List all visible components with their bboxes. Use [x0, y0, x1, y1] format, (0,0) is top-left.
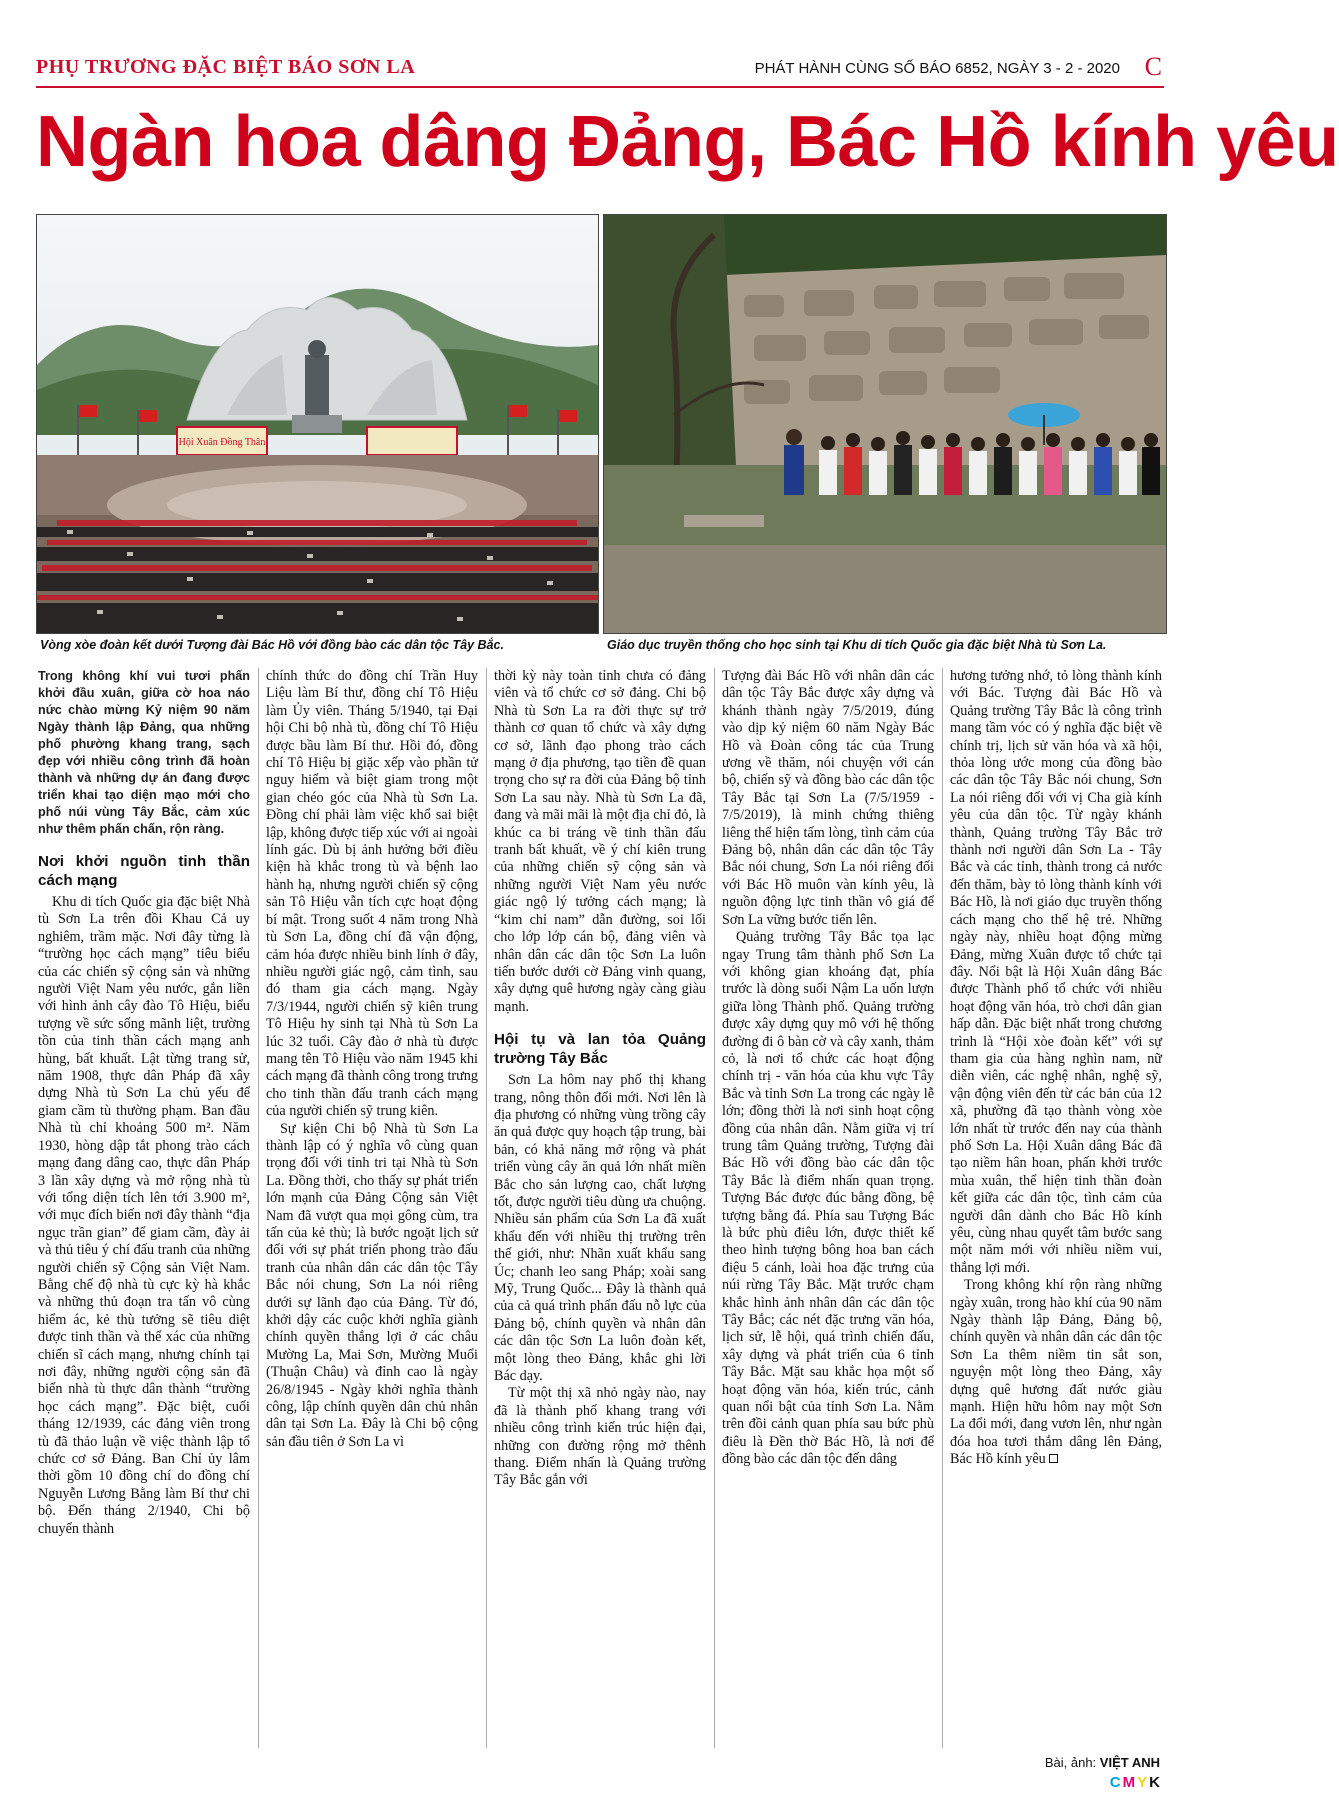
- masthead-rule: [36, 86, 1164, 88]
- article-paragraph: Sự kiện Chi bộ Nhà tù Sơn La thành lập có ý nghĩa vô cùng quan trọng đối với tỉnh tri tại Nhà tù Sơn La. Đồng thời, cho thấy sự phát triển lớn mạnh của Đảng Cộng sản Việt Nam đã vượt qua mọi gông cùm, tra tấn của kẻ thù; là bước ngoặt lịch sử đối với sự phát triển phong trào đấu tranh của nhân dân các dân tộc Tây Bắc nói chung, Sơn La nói riêng dưới sự lãnh đạo của Đảng. Từ đó, khởi dậy các cuộc khởi nghĩa giành chính quyền thắng lợi ở các châu Mường La, Mai Sơn, Mường Muổi (Thuận Châu) và đỉnh cao là ngày 26/8/1945 - Ngày khởi nghĩa thành công, lập chính quyền dân chủ nhân dân tại Sơn La. Đây là Chi bộ cộng sản đầu tiên ở Sơn La vì: [266, 1120, 478, 1450]
- article-closing-text: Trong không khí rộn ràng những ngày xuân, trong hào khí của 90 năm Ngày thành lập Đảng, Đảng bộ, chính quyền và nhân dân các dân tộc Sơn La thêm niềm tin sắt son, nguyện một lòng theo Đảng, xây dựng quê hương đất nước giàu mạnh. Hiện hữu hôm nay một Sơn La đổi mới, đang vươn lên, như ngàn đóa hoa tươi thắm dâng lên Đảng, Bác Hồ kính yêu: [950, 1277, 1162, 1468]
- cmyk-c: C: [1109, 1774, 1123, 1791]
- article-column-4: [722, 668, 934, 1469]
- column-divider: [486, 668, 487, 1748]
- supplement-title: PHỤ TRƯƠNG ĐẶC BIỆT BÁO SƠN LA: [36, 56, 416, 78]
- section-subhead-2: Hội tụ và lan tỏa Quảng trường Tây Bắc: [494, 1031, 706, 1068]
- section-subhead-1: Nơi khởi nguồn tinh thần cách mạng: [38, 853, 250, 889]
- article-paragraph: thời kỳ này toàn tỉnh chưa có đảng viên và tổ chức cơ sở đảng. Chi bộ Nhà tù Sơn La ra đời thực sự trở thành cơ quan tổ chức và xây dựng cơ sở, lãnh đạo phong trào cách mạng ở địa phương, tạo tiền đề quan trọng cho sự ra đời của Đảng bộ tỉnh Sơn La sau này. Nhà tù Sơn La đã, đang và mãi mãi là một địa chỉ đỏ, là khúc ca bi tráng về tinh thần đấu tranh bất khuất, về ý chí kiên trung của những chiến sỹ cộng sản và những người Việt Nam yêu nước giác ngộ lý tưởng cách mạng; là “kim chỉ nam” dẫn đường, soi lối cho lớp lớp cán bộ, đảng viên và nhân dân các dân tộc Sơn La luôn tiến bước dưới cờ Đảng vinh quang, xây dựng quê hương ngày càng giàu mạnh.: [494, 668, 706, 1015]
- article-lead: Trong không khí vui tươi phấn khởi đầu xuân, giữa cờ hoa náo nức chào mừng Kỷ niệm 90 năm Ngày thành lập Đảng, qua những phố phường khang trang, sạch đẹp với nhiều công trình đã hoàn thành và những dự án đang được triển khai tạo diện mạo mới cho phố núi vùng Tây Bắc, cảm xúc như thêm phấn chấn, rộn ràng.: [38, 669, 250, 836]
- cmyk-y: Y: [1137, 1774, 1150, 1791]
- byline-prefix: Bài, ảnh:: [1044, 1755, 1097, 1770]
- byline: [1045, 1755, 1160, 1770]
- article-paragraph: Khu di tích Quốc gia đặc biệt Nhà tù Sơn La trên đồi Khau Cả uy nghiêm, trầm mặc. Nơi đây từng là “trường học cách mạng” tiêu biểu của các chiến sỹ cộng sản và những người Việt Nam yêu nước, gắn liền với hình ảnh cây đào Tô Hiệu, biểu tượng về sức sống mãnh liệt, trường tồn của tinh thần cách mạng anh hùng, bất khuất. Lật từng trang sử, năm 1908, thực dân Pháp đã xây dựng Nhà tù Sơn La chủ yếu để giam cầm tù thường phạm. Ban đầu Nhà tù chỉ khoảng 500 m². Năm 1930, hòng dập tắt phong trào cách mạng đang dâng cao, thực dân Pháp 3 lần xây dựng và mở rộng nhà tù với tổng diện tích lên tới 3.900 m², với mục đích biến nơi đây thành “địa ngục trần gian” để giam cầm, đày ải và thủ tiêu ý chí đấu tranh của những người chiến sỹ Cộng sản Việt Nam. Bằng chế độ nhà tù cực kỳ hà khắc và những thủ đoạn tra tấn vô cùng hiểm ác, kẻ thù tưởng sẽ tiêu diệt được tinh thần và thể xác của những chiến sĩ cách mạng, nhưng chính tại nơi đây, những người cộng sản đã biến nhà tù thực dân thành “trường học cách mạng”. Đặc biệt, cuối tháng 12/1939, các đảng viên trong tù đã thảo luận về việc thành lập tổ chức cơ sở Đảng. Ban Chỉ ủy lâm thời gồm 10 đồng chí do đồng chí Nguyễn Lương Bằng làm Bí thư chi bộ. Đến tháng 2/1940, Chi bộ chuyển thành: [38, 894, 250, 1537]
- cmyk-print-mark: [1110, 1774, 1162, 1791]
- article-paragraph: Quảng trường Tây Bắc tọa lạc ngay Trung tâm thành phố Sơn La với không gian khoáng đạt, phía trước là dòng suối Nậm La uốn lượn giữa lòng Thành phố. Quảng trường được xây dựng quy mô với hệ thống đường đi ô bàn cờ và cây xanh, thảm cỏ, là nơi tổ chức các hoạt động chính trị - văn hóa của khu vực Tây Bắc và tỉnh Sơn La trong các ngày lễ lớn; đồng thời là nơi sinh hoạt cộng đồng của nhân dân. Nằm giữa vị trí trung tâm Quảng trường, Tượng đài Bác Hồ với đồng bào các dân tộc Tây Bắc là điểm nhấn quan trọng. Tượng Bác được đúc bằng đồng, bệ tượng bằng đá. Phía sau Tượng Bác là bức phù điêu lớn, được thiết kế theo hình tượng bông hoa ban cách điệu 5 cánh, loài hoa đặc trưng của núi rừng Tây Bắc. Mặt trước chạm khắc hình ảnh nhân dân các dân tộc Tây Bắc; các nét đặc trưng văn hóa, lịch sử, lễ hội, quá trình chiến đấu, xây dựng và phát triển của 6 tỉnh Tây Bắc. Mặt sau khắc họa một số hoạt động văn hóa, kiến trúc, cảnh quan nổi bật của tỉnh Sơn La. Nằm trên đồi cảnh quan phía sau bức phù điêu là Đền thờ Bác Hồ, là nơi để đồng bào các dân tộc đến dâng: [722, 929, 934, 1468]
- article-column-3: [494, 668, 706, 1490]
- column-divider: [942, 668, 943, 1748]
- article-paragraph: Tượng đài Bác Hồ với nhân dân các dân tộc Tây Bắc được xây dựng và khánh thành ngày 7/5/2019, đúng vào dịp kỷ niệm 60 năm Ngày Bác Hồ và Đoàn công tác của Trung ương về thăm, nói chuyện với cán bộ, chiến sỹ và đồng bào các dân tộc Tây Bắc tại Sơn La (7/5/1959 - 7/5/2019), là minh chứng thiêng liêng thể hiện tấm lòng, tình cảm của Đảng bộ, nhân dân các dân tộc Tây Bắc nói chung, Sơn La nói riêng đối với Bác Hồ muôn vàn kính yêu, là nguồn động lực tinh thần vô giá để Sơn La vững bước tiến lên.: [722, 668, 934, 928]
- monument-square-illustration: [37, 215, 598, 633]
- page-letter: C: [1144, 52, 1162, 81]
- column-divider: [714, 668, 715, 1748]
- article-column-5: [950, 668, 1162, 1469]
- article-column-2: [266, 668, 478, 1451]
- photo-caption-left: Vòng xòe đoàn kết dưới Tượng đài Bác Hồ với đồng bào các dân tộc Tây Bắc.: [40, 638, 504, 652]
- article-paragraph: Từ một thị xã nhỏ ngày nào, nay đã là thành phố khang trang với nhiều công trình kiến trúc hiện đại, những con đường rộng mở thênh thang. Điểm nhấn là Quảng trường Tây Bắc gắn với: [494, 1385, 706, 1489]
- end-mark-icon: [1049, 1454, 1058, 1463]
- photo-monument-square: [36, 214, 599, 634]
- issue-info: PHÁT HÀNH CÙNG SỐ BÁO 6852, NGÀY 3 - 2 - 2020: [754, 60, 1120, 77]
- cmyk-k: K: [1149, 1774, 1162, 1791]
- article-paragraph: chính thức do đồng chí Trần Huy Liệu làm Bí thư, đồng chí Tô Hiệu làm Ủy viên. Tháng 5/1940, tại Đại hội Chi bộ nhà tù, đồng chí Tô Hiệu được bầu làm Bí thư. Hồi đó, đồng chí Tô Hiệu bị giặc xếp vào phần tử nguy hiểm và biệt giam trong một gian chéo góc của Nhà tù Sơn La. Đồng chí phải làm việc khổ sai biệt lập, không được tiếp xúc với ai ngoài lính gác. Dù bị ảnh hưởng bởi điều kiện hà khắc trong tù và bệnh lao hành hạ, nhưng người chiến sỹ cộng sản Tô Hiệu vẫn tích cực hoạt động bí mật. Trong suốt 4 năm trong Nhà tù Sơn La, đồng chí đã vận động, cảm hóa được nhiều binh lính ở đây, nhiều người giác ngộ, cảm tình, sau đó tham gia cách mạng. Ngày 7/3/1944, người chiến sỹ kiên trung Tô Hiệu hy sinh tại Nhà tù Sơn La lúc 32 tuổi. Cây đào ở nhà tù được mang tên Tô Hiệu vào năm 1945 khi cách mạng đã thành công trong trưng cho tinh thần đấu tranh cách mạng của người chiến sỹ trung kiên.: [266, 668, 478, 1120]
- article-column-1: [38, 668, 250, 1538]
- cmyk-m: M: [1122, 1774, 1138, 1791]
- stage-banner-text: Hội Xuân Đồng Thân: [178, 437, 266, 448]
- byline-author: VIỆT ANH: [1099, 1755, 1160, 1770]
- article-paragraph: [950, 1277, 1162, 1468]
- photo-caption-right: Giáo dục truyền thống cho học sinh tại Khu di tích Quốc gia đặc biệt Nhà tù Sơn La.: [607, 638, 1107, 652]
- article-paragraph: hương tưởng nhớ, tỏ lòng thành kính với Bác. Tượng đài Bác Hồ và Quảng trường Tây Bắc là công trình mang tầm vóc có ý nghĩa đặc biệt về chính trị, lịch sử văn hóa và xã hội, thỏa lòng ước mong của đồng bào các dân tộc Tây Bắc nói chung, Sơn La nói riêng đối với vị Cha già kính yêu của dân tộc. Từ ngày khánh thành, Quảng trường Tây Bắc trở thành nơi người dân Sơn La - Tây Bắc và các tỉnh, thành trong cả nước đến thăm, bày tỏ lòng thành kính với Bác Hồ, là nơi giáo dục truyền thống cách mạng cho thế hệ trẻ. Những ngày này, nhiều hoạt động mừng Đảng, mừng Xuân được tổ chức tại đây. Nổi bật là Hội Xuân dâng Bác được Thành phố tổ chức với nhiều hoạt động văn hóa, trò chơi dân gian hấp dẫn. Đặc biệt nhất trong chương trình là “Hội xòe đoàn kết” với sự tham gia của hàng nghìn nam, nữ diễn viên, các nghệ nhân, nghệ sỹ, vận động viên đến từ các bản của 12 xã, phường đã tạo thành vòng xòe lớn nhất từ trước đến nay của thành phố Sơn La. Hội Xuân dâng Bác đã tạo niềm hân hoan, phấn khởi trước mùa xuân, thể hiện tinh thần đoàn kết giữa các dân tộc, tình cảm của người dân dành cho Bác Hồ kính yêu, cùng nhau quyết tâm bước sang một năm mới với nhiều niềm vui, thắng lợi mới.: [950, 668, 1162, 1276]
- article-paragraph: Sơn La hôm nay phố thị khang trang, nông thôn đổi mới. Nơi lên là địa phương có những vùng trồng cây ăn quả được quy hoạch tập trung, bài bản, có khả năng mở rộng và phát triển vùng cây ăn quả lớn nhất miền Bắc cho sản lượng cao, chất lượng tốt, được người tiêu dùng ưa chuộng. Nhiều sản phẩm của Sơn La đã xuất khẩu đến với nhiều thị trường trên thế giới, như: Nhãn xuất khẩu sang Úc; chanh leo sang Pháp; xoài sang Mỹ, Trung Quốc... Đây là thành quả của cả quá trình phấn đấu nỗ lực của Đảng bộ, chính quyền và nhân dân các dân tộc Sơn La luôn đoàn kết, một lòng theo Đảng, khắc ghi lời Bác dạy.: [494, 1072, 706, 1385]
- column-divider: [258, 668, 259, 1748]
- prison-site-illustration: [604, 215, 1166, 633]
- photo-prison-site: [603, 214, 1167, 634]
- page-headline: Ngàn hoa dâng Đảng, Bác Hồ kính yêu: [36, 102, 1339, 182]
- masthead: [36, 52, 1164, 86]
